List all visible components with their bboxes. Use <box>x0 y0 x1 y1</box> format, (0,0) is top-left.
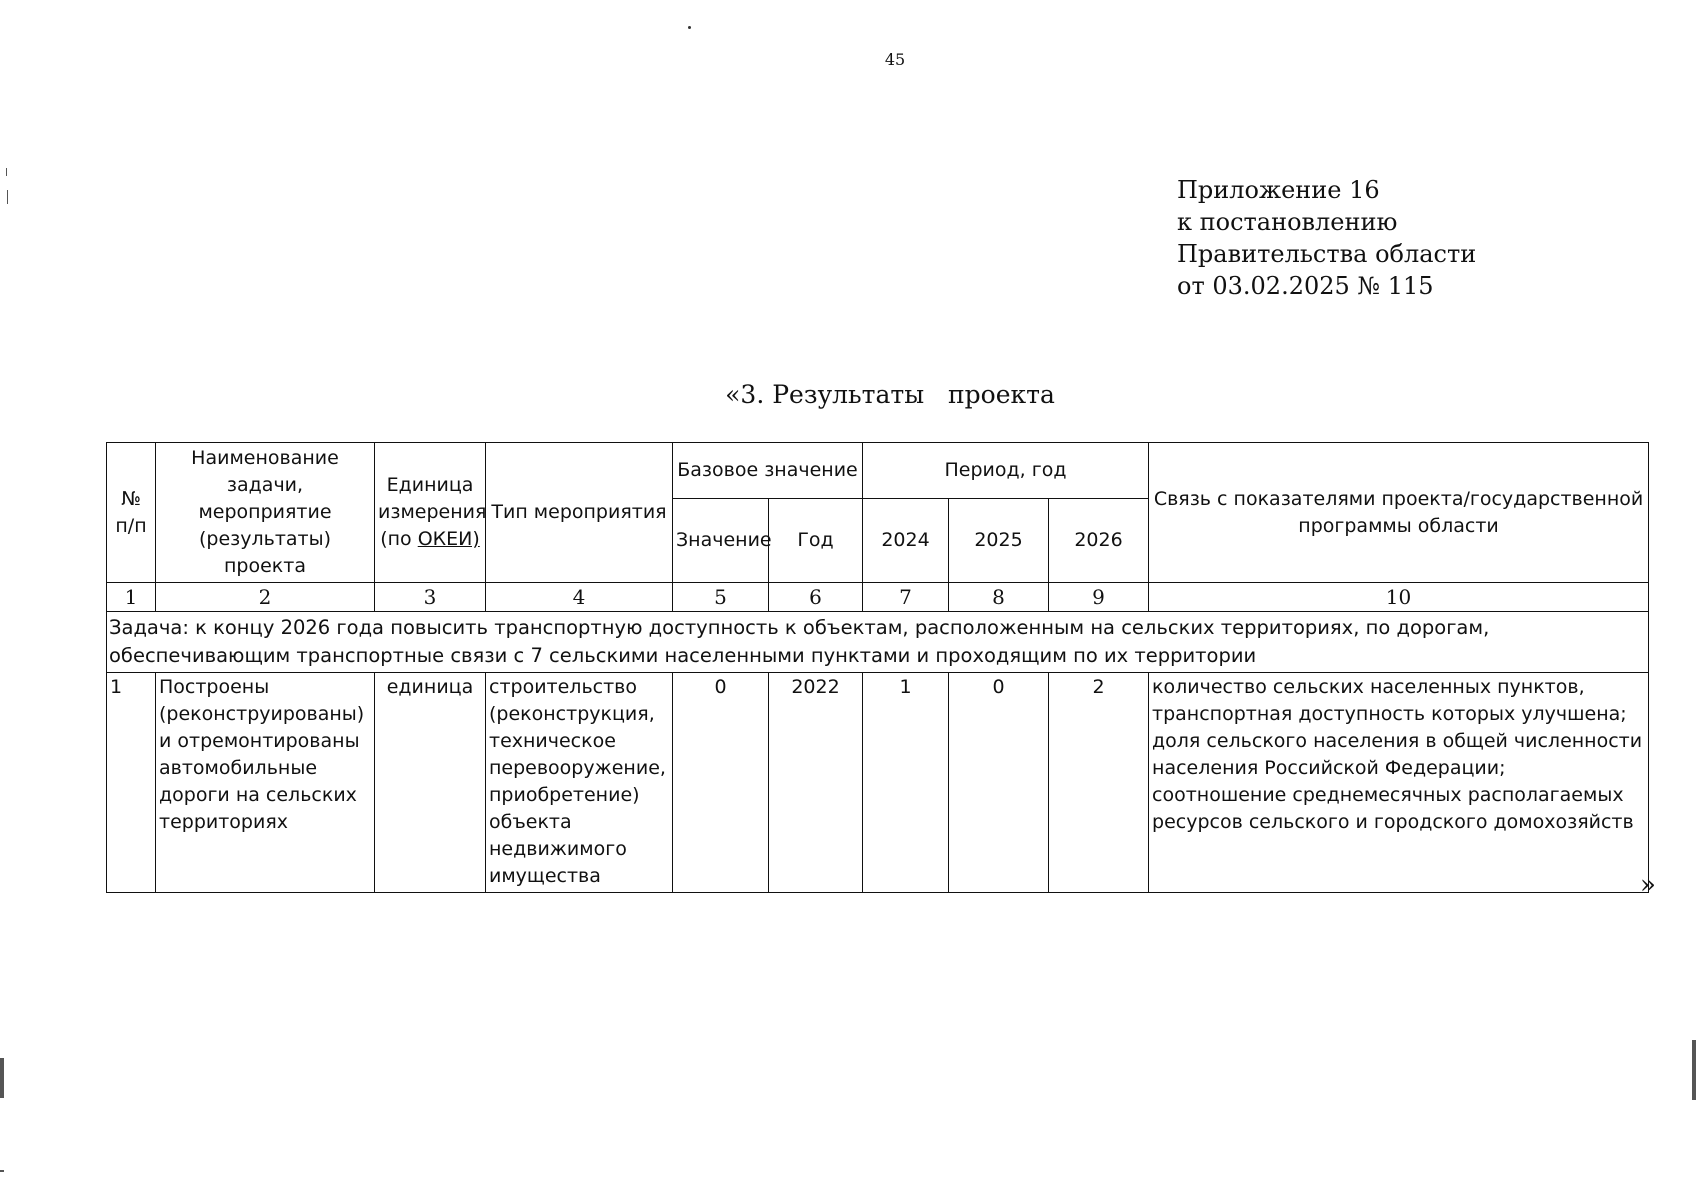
scan-mark <box>6 168 7 176</box>
column-number: 9 <box>1049 583 1149 612</box>
row-base-year: 2022 <box>769 673 863 893</box>
row-unit: единица <box>375 673 486 893</box>
column-number: 1 <box>107 583 156 612</box>
header-base-value: Значение <box>673 499 769 583</box>
appendix-line: к постановлению <box>1177 208 1398 236</box>
appendix-line: от 03.02.2025 № 115 <box>1177 272 1434 300</box>
header-row <box>107 443 1649 499</box>
section-title: «3. Результаты проекта <box>725 380 1055 409</box>
scan-dot <box>688 26 691 29</box>
row-link: количество сельских населенных пунктов, транспортная доступность которых улучшена; доля сельского населения в общей численности населения Российской Федерации; соотношение среднемесячных располагаемых ресурсов сельского и городского домохозяйств <box>1149 673 1649 893</box>
appendix-line: Приложение 16 <box>1177 176 1380 204</box>
scan-mark <box>0 1058 4 1098</box>
column-number: 6 <box>769 583 863 612</box>
column-number: 7 <box>863 583 949 612</box>
header-2026: 2026 <box>1049 499 1149 583</box>
row-2026: 2 <box>1049 673 1149 893</box>
header-unit-okei: ОКЕИ) <box>417 528 480 550</box>
header-link: Связь с показателями проекта/государственной программы области <box>1149 443 1649 583</box>
column-number: 3 <box>375 583 486 612</box>
header-num: № п/п <box>107 443 156 583</box>
appendix-reference <box>1177 174 1476 302</box>
appendix-line: Правительства области <box>1177 240 1477 268</box>
column-number: 2 <box>156 583 375 612</box>
header-2024: 2024 <box>863 499 949 583</box>
header-base-year: Год <box>769 499 863 583</box>
header-unit <box>375 443 486 583</box>
column-number: 10 <box>1149 583 1649 612</box>
header-base: Базовое значение <box>673 443 863 499</box>
column-number: 8 <box>949 583 1049 612</box>
row-2025: 0 <box>949 673 1049 893</box>
row-2024: 1 <box>863 673 949 893</box>
column-number: 5 <box>673 583 769 612</box>
header-type: Тип мероприятия <box>486 443 673 583</box>
header-2025: 2025 <box>949 499 1049 583</box>
header-name: Наименование задачи, мероприятие (результаты) проекта <box>156 443 375 583</box>
row-base-value: 0 <box>673 673 769 893</box>
header-period: Период, год <box>863 443 1149 499</box>
row-type: строительство (реконструкция, техническое перевооружение, приобретение) объекта недвижимого имущества <box>486 673 673 893</box>
scan-mark <box>0 1170 4 1172</box>
task-row <box>107 612 1649 673</box>
row-name: Построены (реконструированы) и отремонтированы автомобильные дороги на сельских территориях <box>156 673 375 893</box>
scan-mark <box>1692 1040 1696 1100</box>
closing-quote: » <box>1640 870 1656 900</box>
scan-mark <box>7 190 8 204</box>
page-number: 45 <box>884 50 906 69</box>
table-row <box>107 673 1649 893</box>
column-number: 4 <box>486 583 673 612</box>
task-text: Задача: к концу 2026 года повысить транспортную доступность к объектам, расположенным на сельских территориях, по дорогам, обеспечивающим транспортные связи с 7 сельскими населенными пунктами и проходящим по их территории <box>107 612 1649 673</box>
header-unit-text: Единица измерения (по <box>378 474 487 550</box>
column-number-row <box>107 583 1649 612</box>
row-num: 1 <box>107 673 156 893</box>
results-table <box>106 442 1649 893</box>
